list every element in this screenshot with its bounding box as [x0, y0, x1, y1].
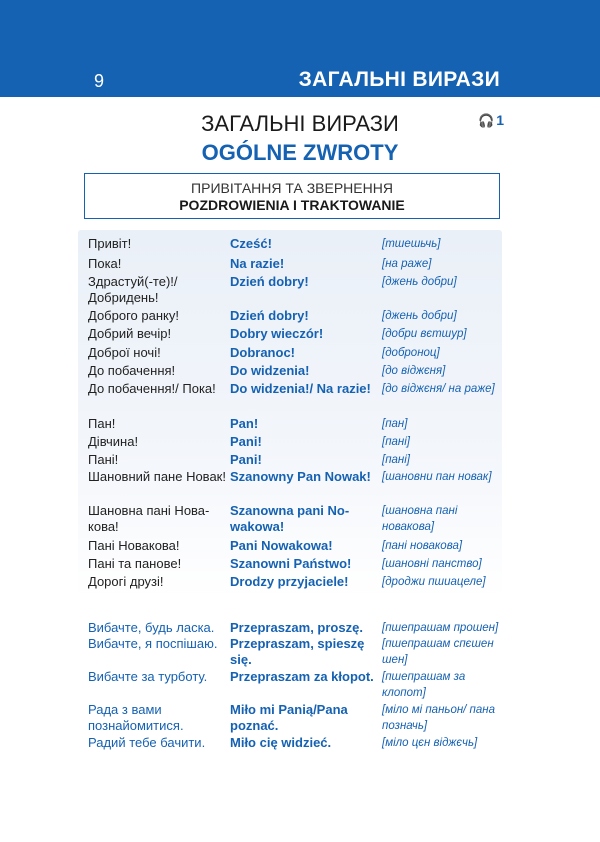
polish-phrase: Dobranoc! [230, 345, 295, 360]
transcription: [на раже] [382, 258, 432, 270]
audio-track-marker[interactable] [478, 111, 504, 130]
transcription: [пшепрашам прошен] [382, 622, 499, 634]
polish-phrase: Pani! [230, 434, 262, 449]
page-subtitle: OGÓLNE ZWROTY [201, 140, 399, 165]
polish-phrase: Cześć! [230, 236, 272, 251]
ukrainian-phrase: Вибачте, будь ласка. [88, 620, 215, 635]
header-bar [0, 0, 600, 97]
transcription: [добри вєтшур] [382, 328, 467, 340]
transcription: [до віджєня/ на раже] [382, 383, 495, 395]
transcription: [джень добри] [382, 276, 457, 288]
ukrainian-phrase: Доброго ранку! [88, 308, 179, 323]
transcription: [міло мі паньон/ пана позначь] [382, 704, 496, 732]
section-subtitle: POZDROWIENIA I TRAKTOWANIE [179, 197, 405, 213]
ukrainian-phrase: Пані Новакова! [88, 538, 180, 553]
polish-phrase: Dzień dobry! [230, 274, 309, 289]
transcription: [доброноц] [382, 347, 440, 359]
page-number: 9 [94, 71, 105, 91]
transcription: [до віджєня] [382, 365, 446, 377]
ukrainian-phrase: Пані та панове! [88, 556, 182, 571]
transcription: [пані новакова] [382, 540, 463, 552]
ukrainian-phrase: Пока! [88, 256, 122, 271]
ukrainian-phrase: До побачення! [88, 363, 176, 378]
polish-phrase: Pani Nowakowa! [230, 538, 333, 553]
ukrainian-phrase: Пані! [88, 452, 119, 467]
polish-phrase: Do widzenia!/ Na razie! [230, 381, 371, 396]
ukrainian-phrase: Дорогі друзі! [88, 574, 164, 589]
ukrainian-phrase: Рада з вами познайомитися. [88, 702, 184, 733]
polish-phrase: Pani! [230, 452, 262, 467]
transcription: [шановни пан новак] [382, 471, 492, 483]
transcription: [пшепрашам за клопот] [382, 671, 466, 699]
transcription: [пшепрашам спєшен шен] [382, 638, 494, 666]
transcription: [пані] [382, 436, 410, 448]
polish-phrase: Dzień dobry! [230, 308, 309, 323]
polish-phrase: Szanowny Pan Nowak! [230, 469, 371, 484]
polish-phrase: Miło mi Panią/Pana poznać. [230, 702, 348, 733]
ukrainian-phrase: Вибачте, я поспішаю. [88, 636, 218, 651]
polish-phrase: Szanowni Państwo! [230, 556, 352, 571]
polish-phrase: Drodzy przyjaciele! [230, 574, 349, 589]
polish-phrase: Przepraszam, proszę. [230, 620, 363, 635]
ukrainian-phrase: До побачення!/ Пока! [88, 381, 216, 396]
polish-phrase: Na razie! [230, 256, 285, 271]
ukrainian-phrase: Радий тебе бачити. [88, 735, 206, 750]
polish-phrase: Pan! [230, 416, 259, 431]
ukrainian-phrase: Привіт! [88, 236, 132, 251]
transcription: [пан] [382, 418, 408, 430]
polish-phrase: Szanowna pani No-wakowa! [230, 503, 350, 534]
ukrainian-phrase: Дівчина! [88, 434, 139, 449]
ukrainian-phrase: Вибачте за турботу. [88, 669, 208, 684]
ukrainian-phrase: Пан! [88, 416, 116, 431]
transcription: [міло цєн віджєчь] [382, 737, 478, 749]
polish-phrase: Dobry wieczór! [230, 326, 324, 341]
polish-phrase: Przepraszam, spieszę się. [230, 636, 365, 667]
polish-phrase: Przepraszam za kłopot. [230, 669, 374, 684]
ukrainian-phrase: Шановна пані Нова-кова! [88, 503, 210, 534]
transcription: [пані] [382, 454, 410, 466]
ukrainian-phrase: Шановний пане Новак! [88, 469, 226, 484]
ukrainian-phrase: Доброї ночі! [88, 345, 161, 360]
polish-phrase: Miło cię widzieć. [230, 735, 332, 750]
running-title: ЗАГАЛЬНІ ВИРАЗИ [298, 68, 500, 91]
transcription: [шановні панство] [382, 558, 482, 570]
section-heading-box [84, 173, 500, 219]
ukrainian-phrase: Добрий вечір! [88, 326, 172, 341]
polish-phrase: Do widzenia! [230, 363, 310, 378]
ukrainian-phrase: Здрастуй(-те)!/ Добридень! [88, 274, 178, 305]
page-title: ЗАГАЛЬНІ ВИРАЗИ [201, 111, 399, 136]
headphones-icon: 🎧 [478, 113, 495, 128]
transcription: [тшешьчь] [382, 238, 441, 250]
section-title: ПРИВІТАННЯ ТА ЗВЕРНЕННЯ [191, 180, 393, 196]
transcription: [шановна пані новакова] [382, 505, 458, 533]
transcription: [дроджи пшиацеле] [382, 576, 486, 588]
transcription: [джень добри] [382, 310, 457, 322]
audio-track-number: 1 [496, 112, 504, 128]
